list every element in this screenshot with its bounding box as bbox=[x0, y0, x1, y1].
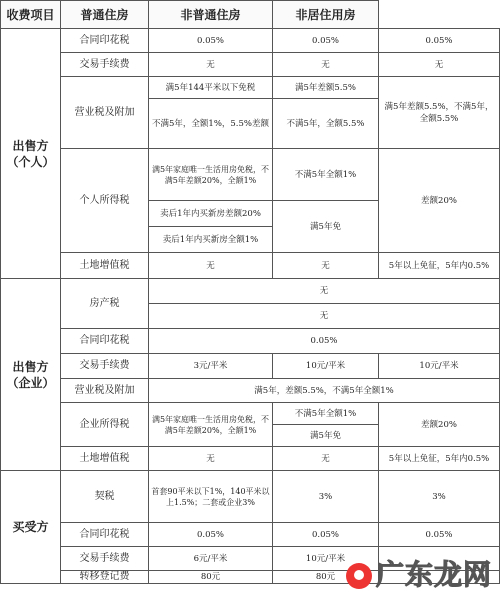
cell-value: 满5年免 bbox=[273, 425, 379, 447]
cell-value: 差额20% bbox=[379, 403, 500, 447]
cell-value: 无 bbox=[379, 53, 500, 77]
cell-value: 首套90平米以下1%，140平米以上1.5%；二套或企业3% bbox=[149, 471, 273, 523]
cell-value: 不满5年全额1% bbox=[273, 403, 379, 425]
cell-value: 0.05% bbox=[379, 523, 500, 547]
watermark-text: 广东龙网 bbox=[375, 558, 492, 591]
cell-value: 满5年差额5.5% bbox=[273, 77, 379, 99]
row-label-corporate-income-tax: 企业所得税 bbox=[61, 403, 149, 447]
cell-value: 满5年差额5.5%，不满5年，全额5.5% bbox=[379, 77, 500, 149]
watermark bbox=[346, 553, 492, 593]
header-non-ordinary: 非普通住房 bbox=[149, 1, 273, 29]
row-label-land-vat: 土地增值税 bbox=[61, 253, 149, 279]
row-label-transaction-fee: 交易手续费 bbox=[61, 354, 149, 379]
cell-value: 满5年家庭唯一生活用房免税，不满5年差额20%，全额1% bbox=[149, 149, 273, 201]
cell-value: 卖后1年内买新房差额20% bbox=[149, 201, 273, 227]
row-label-business-tax: 营业税及附加 bbox=[61, 379, 149, 403]
cell-value: 0.05% bbox=[149, 329, 500, 354]
cell-value: 满5年家庭唯一生活用房免税，不满5年差额20%，全额1% bbox=[149, 403, 273, 447]
cell-value: 无 bbox=[273, 447, 379, 471]
row-label-deed-tax: 契税 bbox=[61, 471, 149, 523]
row-label-land-vat: 土地增值税 bbox=[61, 447, 149, 471]
cell-value: 满5年，差额5.5%，不满5年全额1% bbox=[149, 379, 500, 403]
row-label-transaction-fee: 交易手续费 bbox=[61, 547, 149, 571]
cell-value: 3元/平米 bbox=[149, 354, 273, 379]
cell-value: 10元/平米 bbox=[273, 547, 379, 571]
cell-value: 0.05% bbox=[273, 29, 379, 53]
header-item: 收费项目 bbox=[1, 1, 61, 29]
cell-value: 0.05% bbox=[273, 523, 379, 547]
cell-value: 无 bbox=[149, 447, 273, 471]
cell-value: 80元 bbox=[149, 571, 273, 584]
cell-value: 80元 bbox=[273, 571, 379, 584]
watermark-logo-icon bbox=[346, 563, 372, 589]
cell-value: 10元/平米 bbox=[379, 354, 500, 379]
row-label-stamp-tax: 合同印花税 bbox=[61, 523, 149, 547]
row-label-income-tax: 个人所得税 bbox=[61, 149, 149, 253]
cell-value: 无 bbox=[273, 53, 379, 77]
cell-value: 0.05% bbox=[149, 29, 273, 53]
cell-value: 3% bbox=[379, 471, 500, 523]
cell-value: 0.05% bbox=[379, 29, 500, 53]
cell-value: 无 bbox=[149, 253, 273, 279]
cell-value: 不满5年全额1% bbox=[273, 149, 379, 201]
cell-value: 5年以上免征，5年内0.5% bbox=[379, 253, 500, 279]
cell-value: 3% bbox=[273, 471, 379, 523]
row-label-property-tax: 房产税 bbox=[61, 279, 149, 329]
header-ordinary: 普通住房 bbox=[61, 1, 149, 29]
party-buyer: 买受方 bbox=[1, 471, 61, 584]
row-label-stamp-tax: 合同印花税 bbox=[61, 29, 149, 53]
header-non-residential: 非居住用房 bbox=[273, 1, 379, 29]
party-seller-company: 出售方 （企业） bbox=[1, 279, 61, 471]
cell-value: 满5年144平米以下免税 bbox=[149, 77, 273, 99]
cell-value: 5年以上免征，5年内0.5% bbox=[379, 447, 500, 471]
cell-value: 无 bbox=[149, 304, 500, 329]
cell-value: 6元/平米 bbox=[149, 547, 273, 571]
cell-value: 满5年免 bbox=[273, 201, 379, 253]
cell-value: 不满5年，全额5.5% bbox=[273, 99, 379, 149]
party-seller-individual: 出售方 （个人） bbox=[1, 29, 61, 279]
cell-value: 0.05% bbox=[149, 523, 273, 547]
cell-value: 无 bbox=[149, 53, 273, 77]
row-label-business-tax: 营业税及附加 bbox=[61, 77, 149, 149]
cell-value: 10元/平米 bbox=[273, 354, 379, 379]
row-label-registration-fee: 转移登记费 bbox=[61, 571, 149, 584]
row-label-transaction-fee: 交易手续费 bbox=[61, 53, 149, 77]
cell-value: 卖后1年内买新房全额1% bbox=[149, 227, 273, 253]
cell-value: 无 bbox=[273, 253, 379, 279]
row-label-stamp-tax: 合同印花税 bbox=[61, 329, 149, 354]
cell-value: 不满5年，全额1%，5.5%差额 bbox=[149, 99, 273, 149]
cell-value: 无 bbox=[149, 279, 500, 304]
cell-value: 差额20% bbox=[379, 149, 500, 253]
